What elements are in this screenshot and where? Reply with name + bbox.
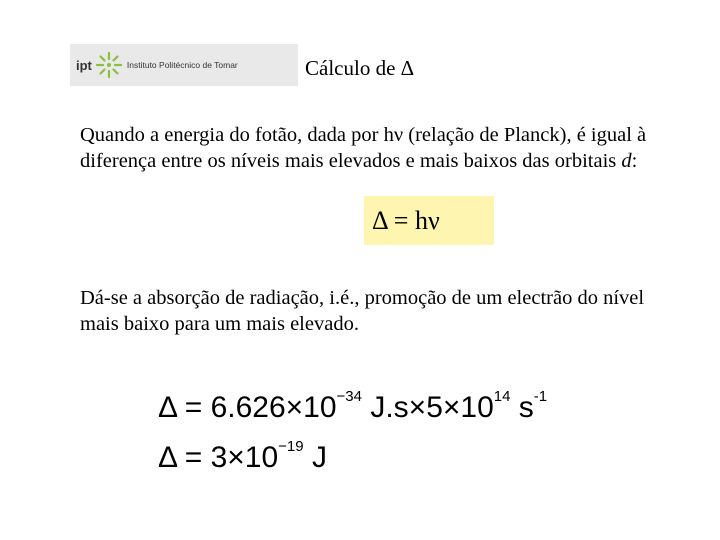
- equation-delta-result: [158, 430, 327, 475]
- planck-formula-box: [364, 196, 494, 245]
- eq2-unit: J: [303, 441, 327, 474]
- eq1-lhs: Δ = 6.626×10: [158, 391, 337, 424]
- sunburst-icon: [94, 50, 124, 80]
- eq2-lhs: Δ = 3×10: [158, 441, 279, 474]
- slide-title: Cálculo de Δ: [305, 56, 415, 80]
- equation-delta-calculation: [158, 380, 547, 425]
- logo-institution-name: Instituto Politécnico de Tomar: [126, 60, 238, 70]
- paragraph-condition-text: Quando a energia do fotão, dada por hν (relação de Planck), é igual à diferença entre os níveis mais elevados e mais baixos das orbitais: [80, 124, 647, 172]
- eq1-exponent-2: 14: [493, 388, 511, 405]
- eq1-exponent-1: −34: [336, 388, 362, 405]
- planck-formula: Δ = hν: [372, 205, 440, 235]
- eq1-exponent-3: -1: [533, 388, 548, 405]
- logo-abbrev: ipt: [76, 57, 92, 73]
- eq1-mid: J.s×5×10: [362, 391, 494, 424]
- paragraph-condition-tail: :: [631, 150, 638, 172]
- paragraph-condition: [80, 122, 680, 174]
- paragraph-absorption: Dá-se a absorção de radiação, i.é., promoção de um electrão do nível mais baixo para um mais elevado.: [80, 287, 645, 335]
- orbital-label: d: [621, 150, 632, 172]
- eq1-unit: s: [510, 391, 534, 424]
- institution-logo: [70, 44, 298, 86]
- eq2-exponent: −19: [278, 438, 304, 455]
